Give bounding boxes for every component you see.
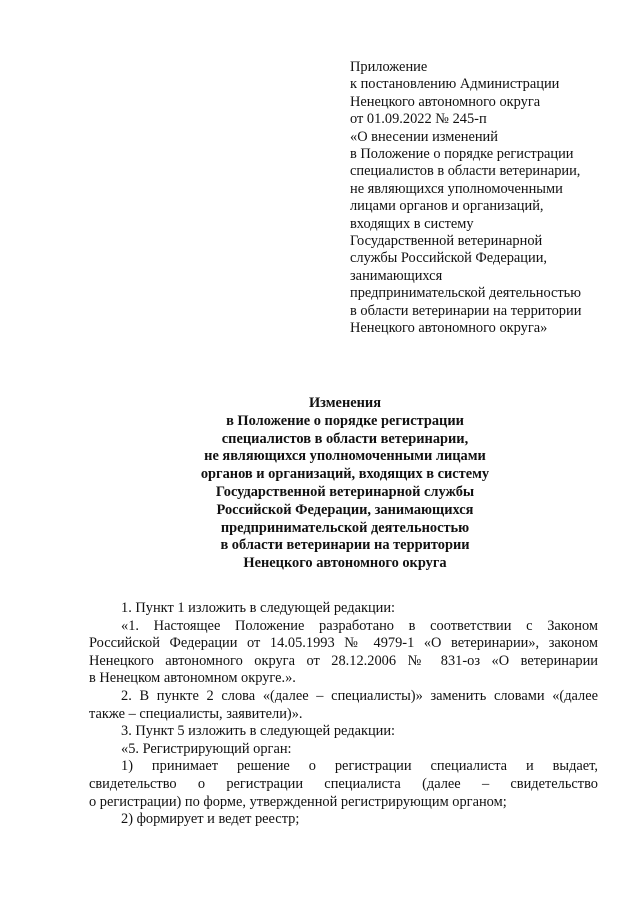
paragraph-line: Российской Федерации от 14.05.1993 № 4979-1 «О ветеринарии», законом: [89, 635, 598, 652]
appendix-line: лицами органов и организаций,: [350, 198, 544, 215]
appendix-line: не являющихся уполномоченными: [350, 180, 563, 197]
paragraph-item-1: [89, 600, 598, 618]
paragraph-line: 2. В пункте 2 слова «(далее – специалисты)» заменить словами «(далее: [121, 687, 598, 704]
paragraph-line: о регистрации) по форме, утвержденной регистрирующим органом;: [89, 793, 507, 810]
appendix-line: предпринимательской деятельностью: [350, 285, 581, 302]
appendix-line: Приложение: [350, 59, 428, 75]
appendix-line: занимающихся: [350, 267, 443, 284]
appendix-line: к постановлению Администрации: [350, 76, 560, 93]
paragraph-line: 1) принимает решение о регистрации специалиста и выдает,: [121, 758, 598, 775]
paragraph-item-3: [89, 723, 598, 741]
paragraph-item-1-text: [89, 618, 598, 688]
document-body: [89, 600, 598, 829]
paragraph-line: свидетельство о регистрации специалиста (далее – свидетельство: [89, 775, 598, 792]
paragraph-line: «1. Настоящее Положение разработано в соответствии с Законом: [121, 617, 598, 634]
title-line: органов и организаций, входящих в систему: [200, 466, 490, 483]
paragraph-item-2: [89, 688, 598, 723]
title-line: не являющихся уполномоченными лицами: [204, 448, 486, 465]
title-line: в Положение о порядке регистрации: [226, 412, 464, 429]
paragraph-line: также – специалисты, заявители)».: [89, 705, 303, 722]
appendix-line: в области ветеринарии на территории: [350, 302, 582, 319]
appendix-line: «О внесении изменений: [350, 128, 498, 145]
appendix-line: Ненецкого автономного округа»: [350, 320, 548, 337]
paragraph-line: 2) формирует и ведет реестр;: [121, 811, 300, 828]
paragraph-subitem-2: [89, 811, 598, 829]
title-line: Государственной ветеринарной службы: [215, 483, 475, 500]
paragraph-line: 3. Пункт 5 изложить в следующей редакции:: [121, 723, 396, 740]
appendix-line: службы Российской Федерации,: [350, 250, 547, 267]
title-line: Изменения: [308, 395, 381, 411]
title-line: в области ветеринарии на территории: [220, 537, 470, 554]
paragraph-line: Ненецкого автономного округа от 28.12.2006 № 831-оз «О ветеринарии: [89, 652, 598, 669]
title-line: Ненецкого автономного округа: [243, 555, 447, 572]
document-title: [90, 395, 600, 573]
title-line: предпринимательской деятельностью: [220, 519, 470, 536]
paragraph-line: в Ненецком автономном округе.».: [89, 670, 296, 687]
paragraph-subitem-1: [89, 758, 598, 811]
appendix-line: специалистов в области ветеринарии,: [350, 163, 581, 180]
paragraph-line: «5. Регистрирующий орган:: [121, 740, 292, 757]
title-line: Российской Федерации, занимающихся: [216, 501, 474, 518]
appendix-header: [350, 59, 620, 338]
paragraph-line: 1. Пункт 1 изложить в следующей редакции:: [121, 600, 396, 616]
appendix-line: Ненецкого автономного округа: [350, 93, 541, 110]
appendix-line: входящих в систему: [350, 215, 474, 232]
paragraph-item-5-head: [89, 741, 598, 759]
title-line: специалистов в области ветеринарии,: [221, 430, 469, 447]
appendix-line: Государственной ветеринарной: [350, 233, 543, 250]
appendix-line: в Положение о порядке регистрации: [350, 146, 574, 163]
appendix-line: от 01.09.2022 № 245-п: [350, 111, 487, 128]
